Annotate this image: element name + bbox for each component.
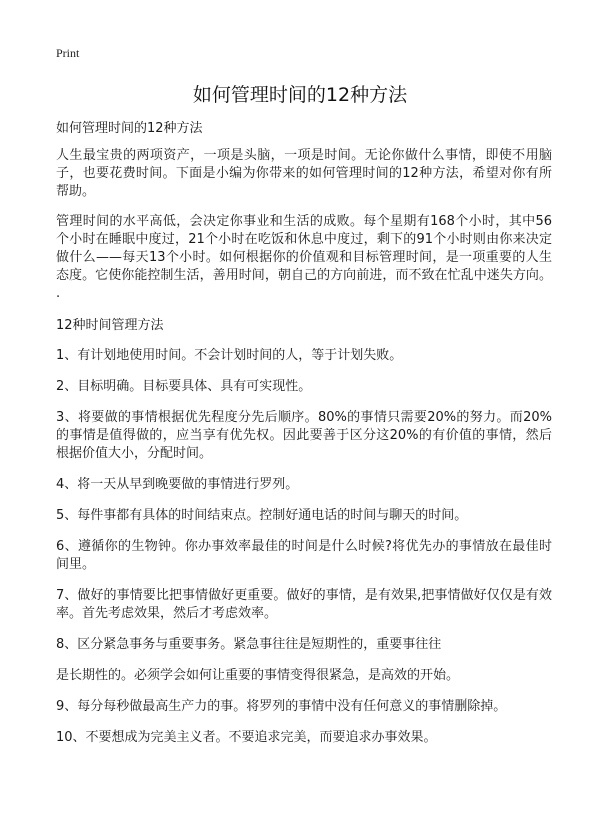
list-item: 7、做好的事情要比把事情做好更重要。做好的事情，是有效果,把事情做好仅仅是有效率。首先考虑效果，然后才考虑效率。 [56,588,552,621]
intro-paragraph: 人生最宝贵的两项资产，一项是头脑，一项是时间。无论你做什么事情，即使不用脑子，也要花费时间。下面是小编为你带来的如何管理时间的12种方法，希望对你有所帮助。 [56,148,552,199]
list-item: 6、遵循你的生物钟。你办事效率最佳的时间是什么时候?将优先办的事情放在最佳时间里。 [56,539,552,572]
list-item: 5、每件事都有具体的时间结束点。控制好通电话的时间与聊天的时间。 [56,508,468,523]
list-item: 2、目标明确。目标要具体、具有可实现性。 [56,379,312,394]
list-item: 3、将要做的事情根据优先程度分先后顺序。80%的事情只需要20%的努力。而20%的事情是值得做的，应当享有优先权。因此要善于区分这20%的有价值的事情，然后根据价值大小，分配时间。 [56,410,552,461]
list-item: 是长期性的。必须学会如何让重要的事情变得很紧急，是高效的开始。 [56,668,460,683]
list-item: 10、不要想成为完美主义者。不要追求完美，而要追求办事效果。 [56,730,437,745]
list-item: 4、将一天从早到晚要做的事情进行罗列。 [56,477,299,492]
document-body [56,118,552,760]
print-label: Print [56,46,80,60]
list-item: 1、有计划地使用时间。不会计划时间的人，等于计划失败。 [56,348,403,363]
document-title: 如何管理时间的12种方法 [192,84,408,106]
document-subtitle: 如何管理时间的12种方法 [56,121,203,136]
time-management-paragraph: 管理时间的水平高低，会决定你事业和生活的成败。每个星期有168个小时，其中56个小时在睡眠中度过，21个小时在吃饭和休息中度过，剩下的91个小时则由你来决定做什么——每天13个小时。如何根据你的价值观和目标管理时间，是一项重要的人生态度。它使你能控制生活，善用时间，朝自己的方向前进，而不致在忙乱中迷失方向。 . [56,214,552,301]
section-heading: 12种时间管理方法 [56,318,164,333]
list-item: 9、每分每秒做最高生产力的事。将罗列的事情中没有任何意义的事情删除掉。 [56,699,507,714]
list-item: 8、区分紧急事务与重要事务。紧急事往往是短期性的，重要事往往 [56,637,442,652]
